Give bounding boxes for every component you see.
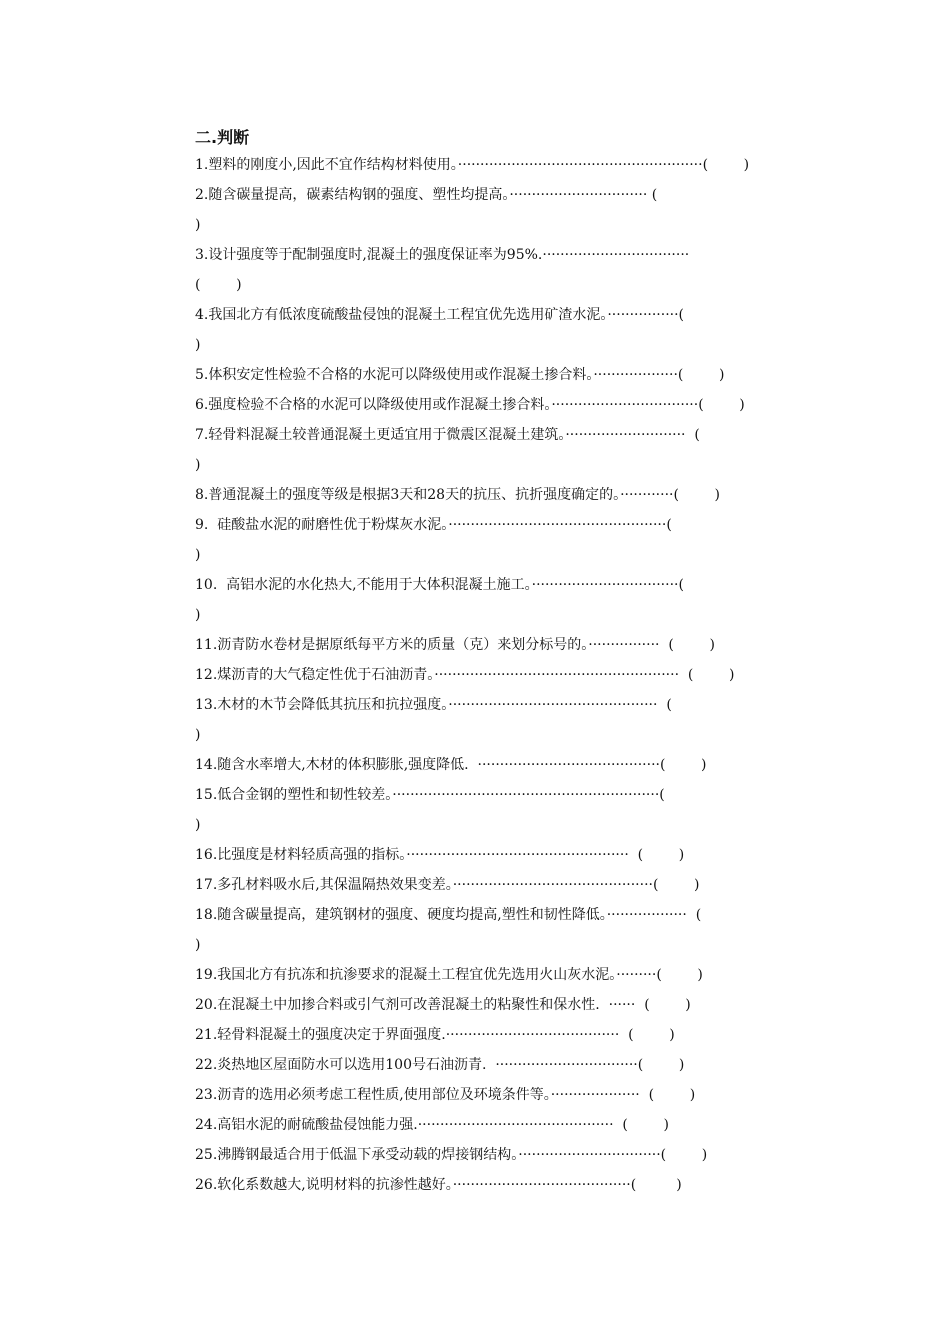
- question-line: [195, 1140, 855, 1170]
- answer-bracket: ): [633, 1027, 675, 1043]
- question-line: [195, 390, 855, 420]
- answer-bracket: ): [654, 1087, 696, 1103]
- question-text: 7.轻骨料混凝土较普通混凝土更适宜用于微震区混凝土建筑。··························· (: [195, 427, 700, 443]
- question-line: [195, 600, 855, 630]
- question-line: [195, 360, 855, 390]
- question-text: 23.沥青的选用必须考虑工程性质,使用部位及环境条件等。···················· (: [195, 1087, 655, 1103]
- answer-bracket: ): [666, 1147, 708, 1163]
- answer-bracket: ): [703, 397, 745, 413]
- question-line: [195, 690, 855, 720]
- question-text: 2.随含碳量提高，碳素结构钢的强度、塑性均提高。······························· (: [195, 187, 658, 203]
- question-line: [195, 570, 855, 600]
- question-line: [195, 240, 855, 270]
- question-text: 26.软化系数越大,说明材料的抗渗性越好。········································(: [195, 1177, 637, 1193]
- answer-bracket: ): [649, 997, 691, 1013]
- question-line: [195, 450, 855, 480]
- question-text: 14.随含水率增大,木材的体积膨胀,强度降低. ·········································(: [195, 757, 666, 773]
- question-line: [195, 630, 855, 660]
- question-line: [195, 750, 855, 780]
- question-line: [195, 330, 855, 360]
- question-text: 18.随含碳量提高，建筑钢材的强度、硬度均提高,塑性和韧性降低。·················· (: [195, 907, 702, 923]
- question-line: [195, 720, 855, 750]
- question-text: 4.我国北方有低浓度硫酸盐侵蚀的混凝土工程宜优先选用矿渣水泥。················(: [195, 307, 685, 323]
- section-title: 二.判断: [195, 128, 250, 147]
- answer-bracket: ): [673, 637, 715, 653]
- question-line: [195, 1170, 855, 1200]
- question-text: 22.炎热地区屋面防水可以选用100号石油沥青. ································(: [195, 1057, 644, 1073]
- question-line: [195, 1080, 855, 1110]
- question-line: [195, 810, 855, 840]
- question-text: (: [195, 277, 201, 293]
- question-text: 10. 高铝水泥的水化热大,不能用于大体积混凝土施工。·································(: [195, 577, 684, 593]
- question-section: [195, 126, 855, 1200]
- question-text: 15.低合金钢的塑性和韧性较差。····························································(: [195, 787, 665, 803]
- question-text: ): [195, 217, 201, 233]
- question-text: 11.沥青防水卷材是据原纸每平方米的质量（克）来划分标号的。················ (: [195, 637, 674, 653]
- question-line: [195, 960, 855, 990]
- question-line: [195, 990, 855, 1020]
- question-text: ): [195, 937, 201, 953]
- question-text: 20.在混凝土中加掺合料或引气剂可改善混凝土的粘聚性和保水性. ······ (: [195, 997, 650, 1013]
- question-text: 9. 硅酸盐水泥的耐磨性优于粉煤灰水泥。·················································(: [195, 517, 672, 533]
- question-text: 5.体积安定性检验不合格的水泥可以降级使用或作混凝土掺合料。···················(: [195, 367, 684, 383]
- question-line: [195, 300, 855, 330]
- question-list: [195, 150, 855, 1200]
- question-line: [195, 870, 855, 900]
- question-text: 8.普通混凝土的强度等级是根据3天和28天的抗压、抗折强度确定的。············(: [195, 487, 679, 503]
- question-text: 25.沸腾钢最适合用于低温下承受动载的焊接钢结构。································(: [195, 1147, 667, 1163]
- question-text: 3.设计强度等于配制强度时,混凝土的强度保证率为95%.·································: [195, 247, 690, 263]
- question-line: [195, 210, 855, 240]
- question-text: 17.多孔材料吸水后,其保温隔热效果变差。·············································(: [195, 877, 659, 893]
- question-text: 6.强度检验不合格的水泥可以降级使用或作混凝土掺合料。·································(: [195, 397, 704, 413]
- question-line: [195, 510, 855, 540]
- answer-bracket: ): [627, 1117, 669, 1133]
- answer-bracket: ): [643, 847, 685, 863]
- answer-bracket: ): [661, 967, 703, 983]
- question-line: [195, 930, 855, 960]
- question-text: 24.高铝水泥的耐硫酸盐侵蚀能力强.············································ (: [195, 1117, 628, 1133]
- question-text: ): [195, 547, 201, 563]
- question-text: ): [195, 337, 201, 353]
- question-text: 16.比强度是材料轻质高强的指标。·················································· (: [195, 847, 644, 863]
- question-text: 21.轻骨料混凝土的强度决定于界面强度.······································· (: [195, 1027, 634, 1043]
- question-line: [195, 1020, 855, 1050]
- question-line: [195, 900, 855, 930]
- question-line: [195, 420, 855, 450]
- question-line: [195, 780, 855, 810]
- question-line: [195, 270, 855, 300]
- question-line: [195, 840, 855, 870]
- answer-bracket: ): [658, 877, 700, 893]
- answer-bracket: ): [678, 487, 721, 503]
- question-text: 1.塑料的刚度小,因此不宜作结构材料使用。·······················································(: [195, 157, 709, 173]
- answer-bracket: ): [683, 367, 725, 383]
- answer-bracket: ): [200, 277, 242, 293]
- question-line: [195, 150, 855, 180]
- answer-bracket: ): [693, 667, 735, 683]
- question-line: [195, 1110, 855, 1140]
- answer-bracket: ): [636, 1177, 682, 1193]
- question-text: ): [195, 817, 201, 833]
- question-text: ): [195, 727, 201, 743]
- answer-bracket: ): [708, 157, 750, 173]
- question-line: [195, 1050, 855, 1080]
- answer-bracket: ): [643, 1057, 685, 1073]
- question-line: [195, 480, 855, 510]
- question-text: ): [195, 607, 201, 623]
- question-text: 19.我国北方有抗冻和抗渗要求的混凝土工程宜优先选用火山灰水泥。·········(: [195, 967, 662, 983]
- answer-bracket: ): [665, 757, 707, 773]
- question-text: 12.煤沥青的大气稳定性优于石油沥青。······················································· (: [195, 667, 694, 683]
- question-line: [195, 540, 855, 570]
- question-line: [195, 660, 855, 690]
- question-text: ): [195, 457, 201, 473]
- question-text: 13.木材的木节会降低其抗压和抗拉强度。··············································· (: [195, 697, 672, 713]
- question-line: [195, 180, 855, 210]
